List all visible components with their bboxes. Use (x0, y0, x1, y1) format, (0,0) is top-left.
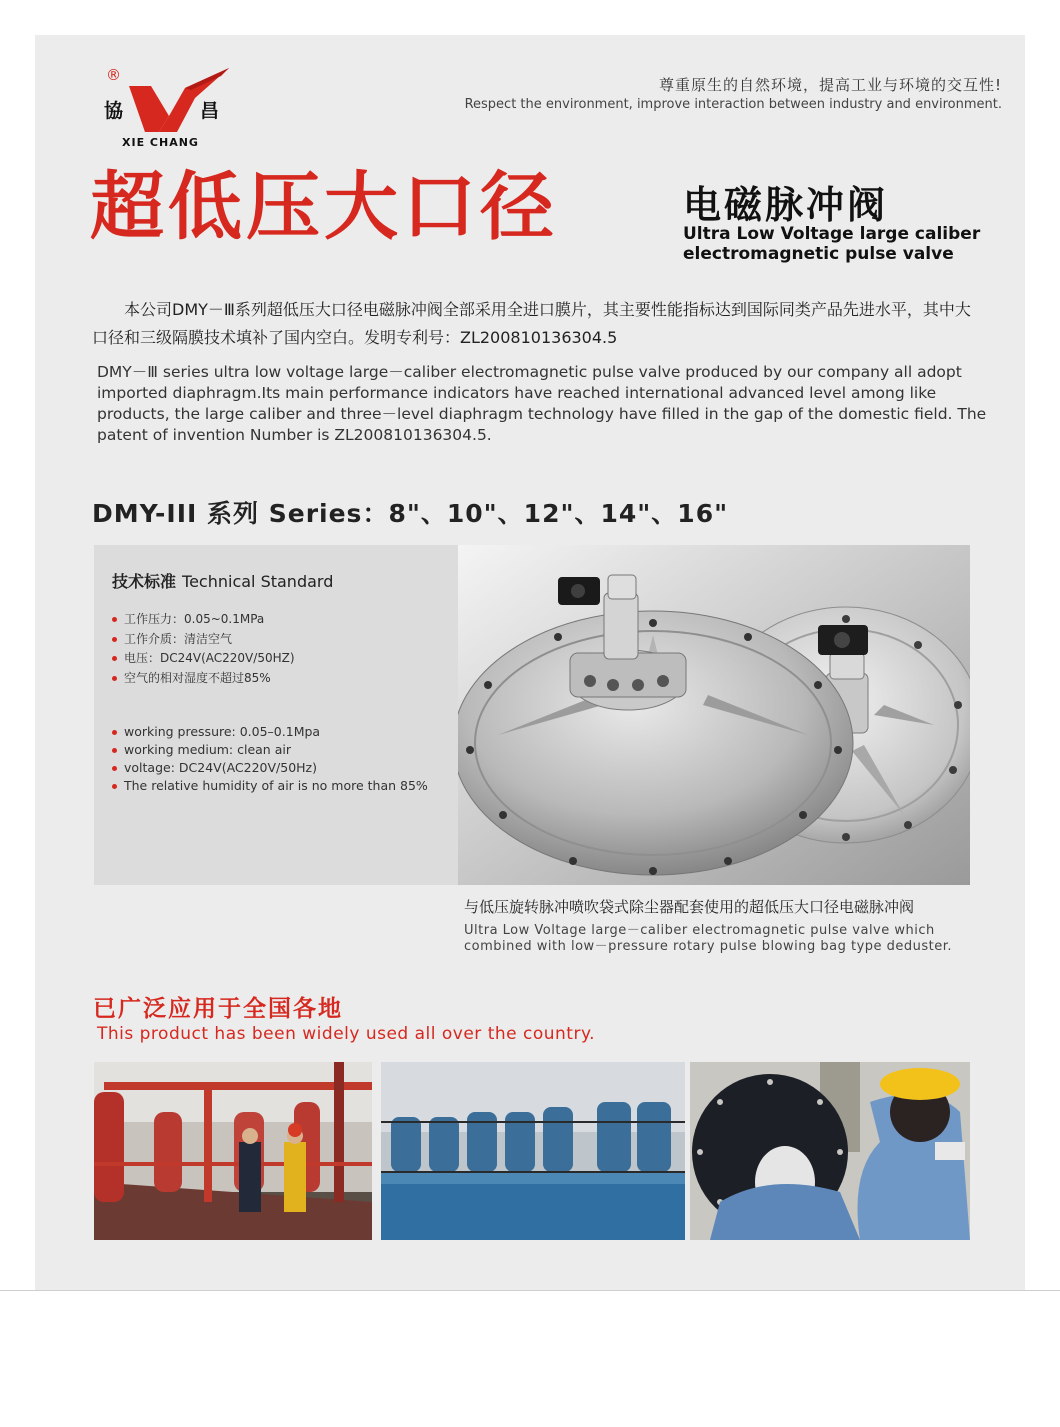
list-item: The relative humidity of air is no more than 85% (112, 777, 428, 795)
series-heading: DMY-III 系列 Series：8"、10"、12"、14"、16" (92, 499, 729, 528)
slogan-en: Respect the environment, improve interaction between industry and environment. (464, 97, 1002, 112)
subtitle-en (683, 224, 1003, 264)
bullet-icon (112, 748, 117, 753)
technical-standard-panel (94, 545, 458, 885)
list-item: 工作介质：清洁空气 (112, 630, 295, 650)
site-photo-installation (690, 1062, 970, 1240)
bullet-icon (112, 617, 117, 622)
bullet-icon (112, 656, 117, 661)
list-item: 工作压力：0.05~0.1MPa (112, 610, 295, 630)
logo-en-name: XIE CHANG (122, 136, 199, 149)
slogan-cn: 尊重原生的自然环境，提高工业与环境的交互性! (658, 76, 1002, 94)
application-heading-en: This product has been widely used all over the country. (97, 1024, 595, 1044)
page-divider (0, 1290, 1060, 1291)
product-caption-cn: 与低压旋转脉冲喷吹袋式除尘器配套使用的超低压大口径电磁脉冲阀 (464, 898, 915, 916)
bullet-icon (112, 766, 117, 771)
list-item: voltage: DC24V(AC220V/50Hz) (112, 759, 428, 777)
bullet-icon (112, 730, 117, 735)
intro-paragraph-en: DMY－Ⅲ series ultra low voltage large－caliber electromagnetic pulse valve produced by our company all adopt imported diaphragm.Its main performance indicators have reached international advanced level among like products, the large caliber and three－level diaphragm technology have filled in the gap of the domestic field. The patent of invention Number is ZL200810136304.5. (97, 363, 987, 444)
technical-standard-title (112, 569, 333, 592)
list-item: 电压：DC24V(AC220V/50HZ) (112, 649, 295, 669)
industrial-site-image (94, 1062, 372, 1240)
subtitle-cn: 电磁脉冲阀 (683, 183, 889, 227)
logo-cn-left: 協 (104, 100, 124, 122)
bullet-icon (112, 676, 117, 681)
bullet-icon (112, 637, 117, 642)
diaphragm-installation-image (690, 1062, 970, 1240)
dust-collector-image (381, 1062, 685, 1240)
site-photo-dust-collector (381, 1062, 685, 1240)
application-heading-cn: 已广泛应用于全国各地 (93, 996, 343, 1022)
main-title-cn: 超低压大口径 (90, 164, 558, 250)
subtitle-en-line2: electromagnetic pulse valve (683, 244, 954, 264)
tech-title-en: Technical Standard (182, 572, 334, 591)
subtitle-en-line1: Ultra Low Voltage large caliber (683, 224, 981, 244)
list-item: working medium: clean air (112, 741, 428, 759)
list-item: working pressure: 0.05–0.1Mpa (112, 723, 428, 741)
company-logo (100, 66, 235, 156)
logo-cn-right: 昌 (200, 100, 220, 122)
list-item: 空气的相对湿度不超过85% (112, 669, 295, 689)
registered-mark: ® (106, 66, 121, 84)
pulse-valve-image (458, 545, 970, 885)
tech-title-cn: 技术标准 (112, 572, 177, 591)
tech-list-en (112, 723, 428, 795)
product-caption-en (464, 923, 952, 955)
product-caption-en-line1: Ultra Low Voltage large－caliber electromagnetic pulse valve which (464, 923, 935, 938)
bullet-icon (112, 784, 117, 789)
tech-list-cn (112, 610, 295, 688)
intro-paragraph-cn: 本公司DMY－Ⅲ系列超低压大口径电磁脉冲阀全部采用全进口膜片，其主要性能指标达到国际同类产品先进水平，其中大口径和三级隔膜技术填补了国内空白。发明专利号：ZL200810136304.5 (92, 300, 971, 347)
product-caption-en-line2: combined with low－pressure rotary pulse blowing bag type deduster. (464, 939, 953, 954)
product-photo (458, 545, 970, 885)
site-photo-plant (94, 1062, 372, 1240)
